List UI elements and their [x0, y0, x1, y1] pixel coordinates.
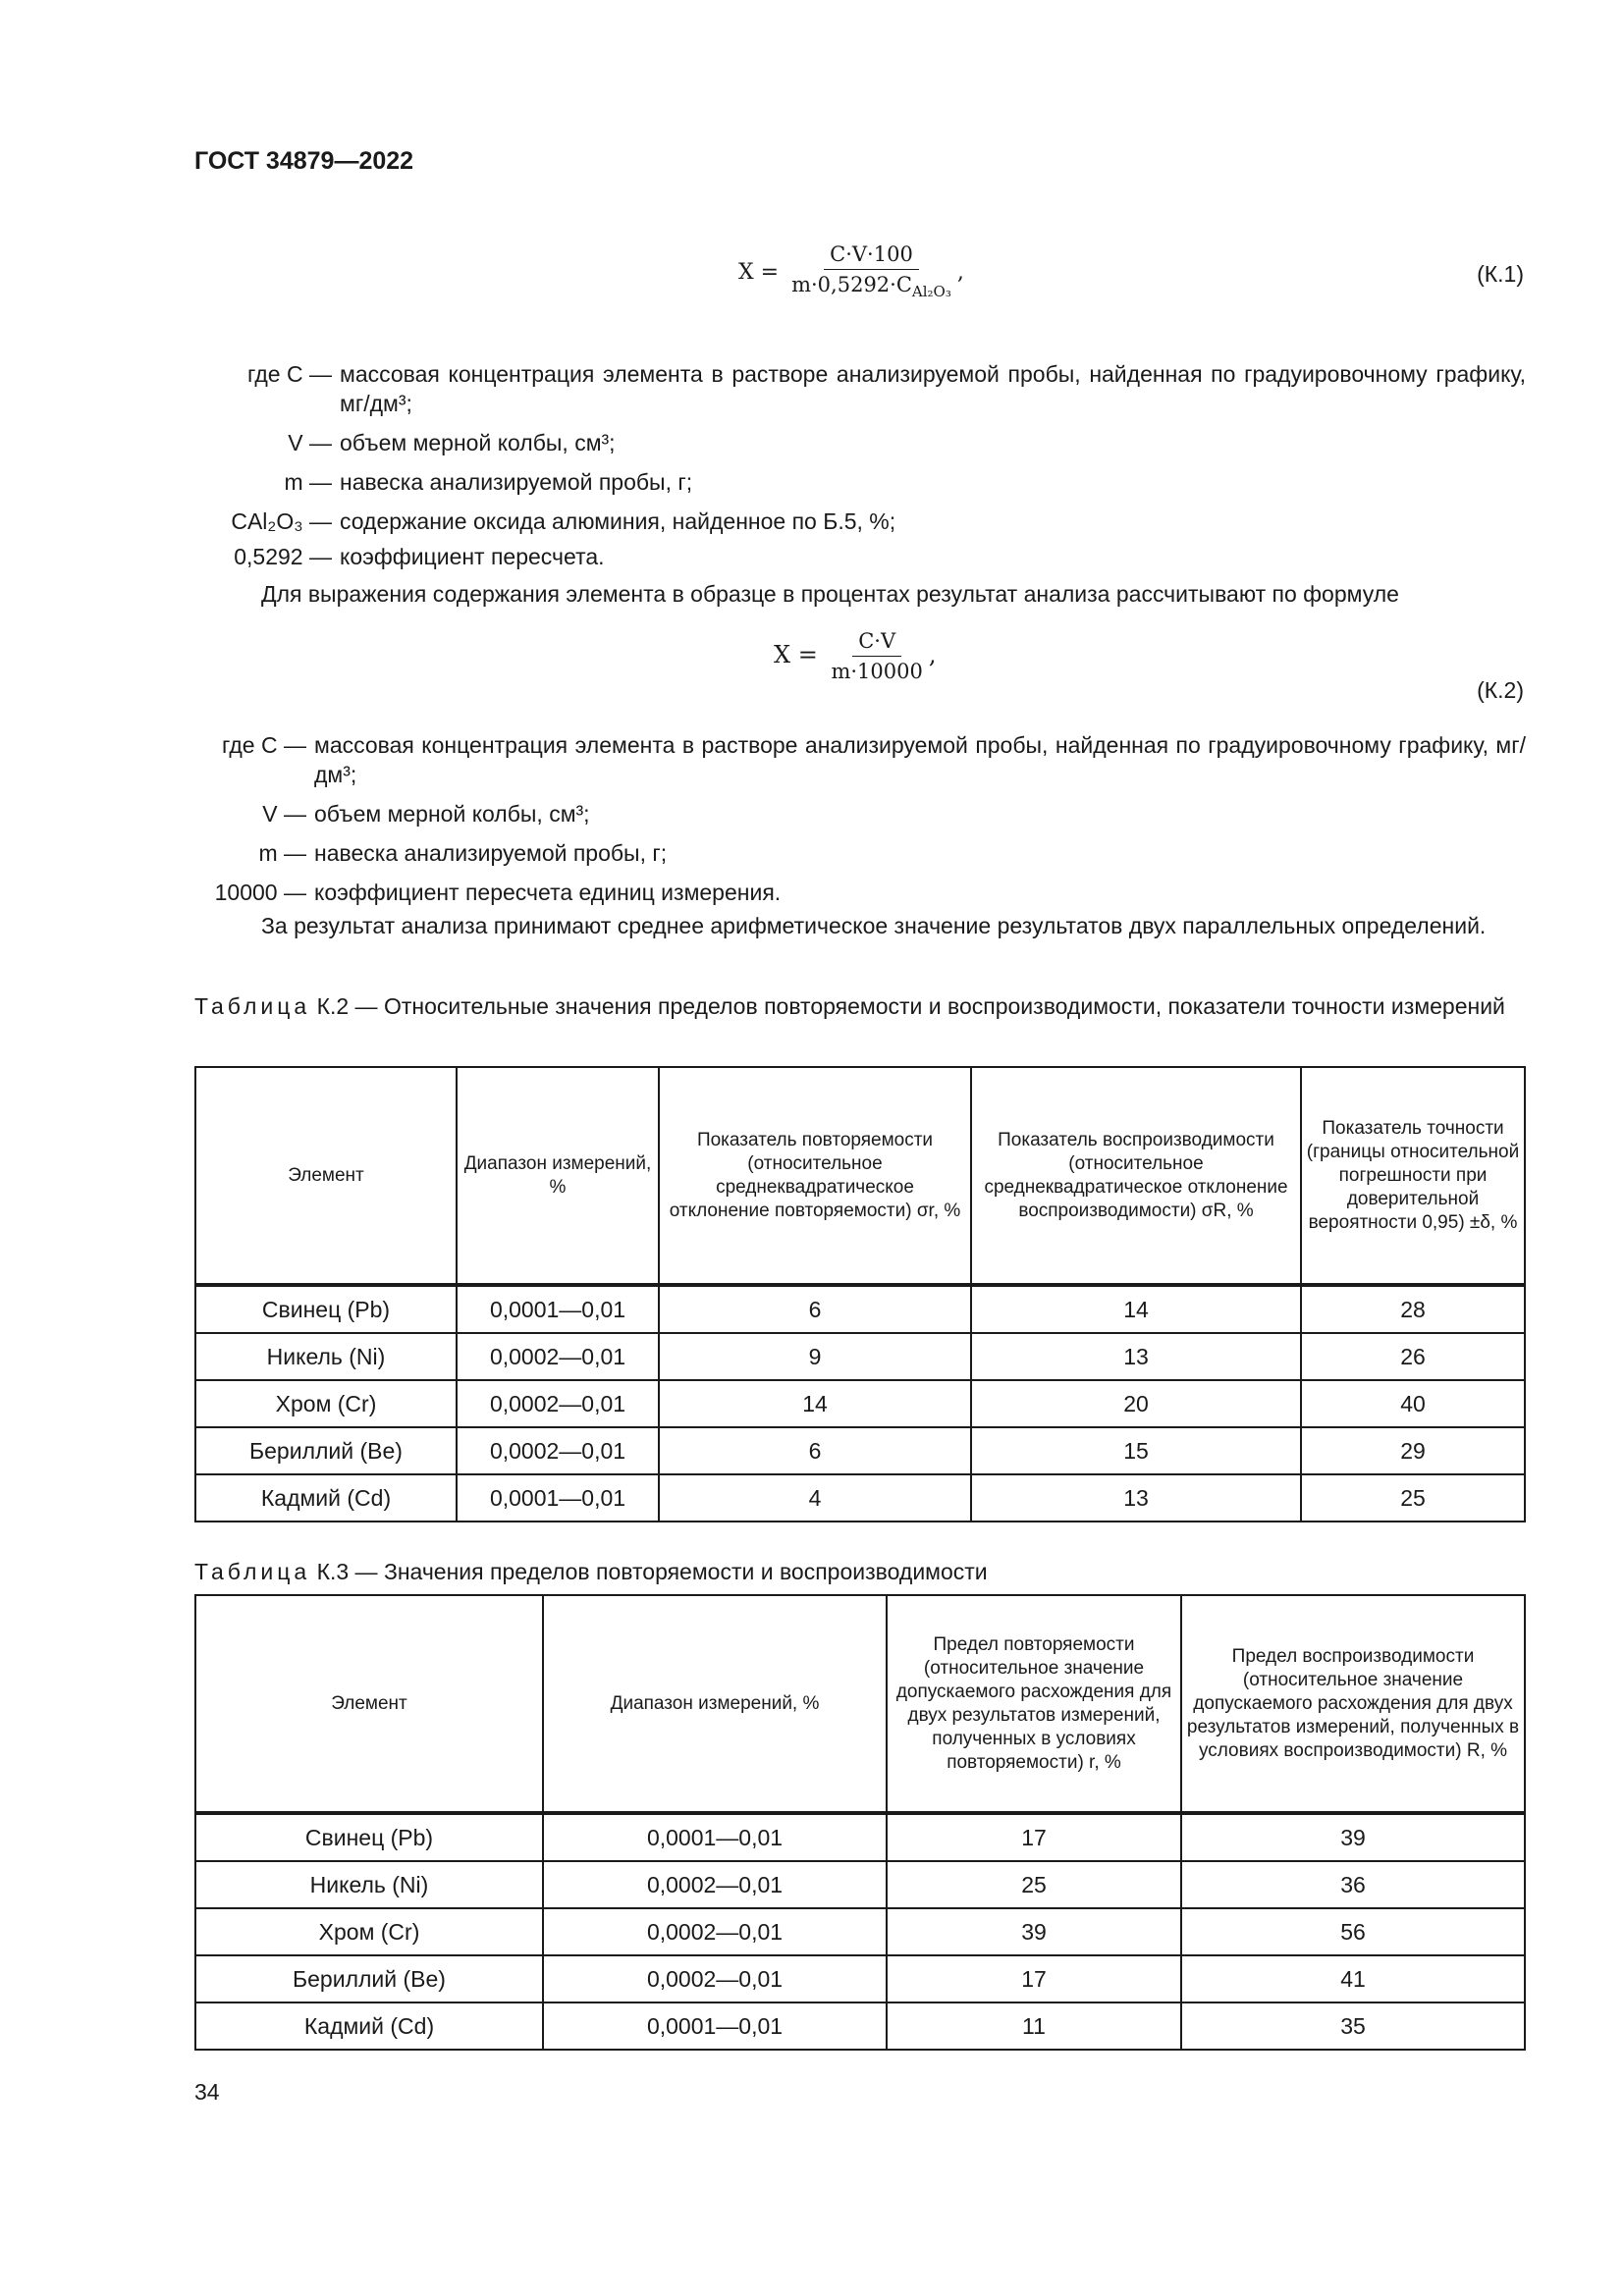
table-cell: 6 [659, 1427, 971, 1474]
table-row [195, 2002, 1525, 2050]
table-cell: 15 [971, 1427, 1301, 1474]
table-cell: 0,0002—0,01 [543, 1861, 887, 1908]
table-k2-caption-text: К.2 — Относительные значения пределов повторяемости и воспроизводимости, показатели точности измерений [316, 993, 1505, 1019]
definition-label: где C — [247, 361, 332, 387]
table-cell: 0,0002—0,01 [457, 1333, 659, 1380]
definition-text: массовая концентрация элемента в растворе анализируемой пробы, найденная по градуировочному графику, мг/дм³; [340, 361, 1526, 416]
formula-k2-lhs: X = [774, 641, 818, 668]
table-cell: Хром (Cr) [195, 1908, 543, 1955]
table-cell: Хром (Cr) [195, 1380, 457, 1427]
definition-text: навеска анализируемой пробы, г; [340, 469, 693, 495]
table-cell: Бериллий (Be) [195, 1955, 543, 2002]
table-row [195, 1427, 1525, 1474]
definition-text: объем мерной колбы, см³; [314, 801, 590, 827]
table-cell: Никель (Ni) [195, 1333, 457, 1380]
table-row [195, 1908, 1525, 1955]
table-k3 [194, 1594, 1526, 2051]
table-cell: 25 [1301, 1474, 1525, 1522]
formula-k2-fraction [825, 628, 928, 684]
table-row [195, 1861, 1525, 1908]
formula-k1-denominator [785, 270, 957, 304]
table-cell: 0,0001—0,01 [457, 1285, 659, 1333]
definition-row [194, 542, 1526, 571]
table-row [195, 1333, 1525, 1380]
table-k3-header-cell: Диапазон измерений, % [543, 1595, 887, 1813]
formula-k1-number: (К.1) [1477, 261, 1524, 287]
table-cell: 29 [1301, 1427, 1525, 1474]
formula-k1-lhs: X = [738, 260, 780, 286]
definition-label: где C — [222, 732, 306, 758]
table-cell: Свинец (Pb) [195, 1285, 457, 1333]
document-header: ГОСТ 34879—2022 [194, 147, 414, 175]
definition-row [194, 428, 1526, 457]
definition-label: m — [258, 840, 306, 866]
table-cell: 0,0002—0,01 [457, 1427, 659, 1474]
table-cell: 26 [1301, 1333, 1525, 1380]
table-k2-header-cell: Показатель повторяемости (относительное среднеквадратическое отклонение повторяемости) σr, % [659, 1067, 971, 1285]
table-cell: 20 [971, 1380, 1301, 1427]
definition-text: навеска анализируемой пробы, г; [314, 840, 668, 866]
definition-text: объем мерной колбы, см³; [340, 430, 616, 455]
table-k3-caption-text: К.3 — Значения пределов повторяемости и воспроизводимости [316, 1559, 988, 1584]
table-cell: 36 [1181, 1861, 1525, 1908]
definition-text: коэффициент пересчета. [340, 544, 605, 569]
table-cell: 25 [887, 1861, 1181, 1908]
formula-k1-fraction [785, 241, 957, 304]
table-cell: 4 [659, 1474, 971, 1522]
table-cell: 0,0002—0,01 [543, 1908, 887, 1955]
definition-row [194, 467, 1526, 497]
table-k2-header-cell: Показатель точности (границы относительной погрешности при доверительной вероятности 0,95) ±δ, % [1301, 1067, 1525, 1285]
definition-row [194, 507, 1526, 536]
formula-k1-numerator: C·V·100 [824, 241, 919, 270]
formula-k2 [774, 628, 937, 684]
definition-label: V — [288, 430, 332, 455]
table-cell: 13 [971, 1474, 1301, 1522]
formula-k1-trail: , [956, 260, 964, 286]
table-cell: Бериллий (Be) [195, 1427, 457, 1474]
table-cell: 28 [1301, 1285, 1525, 1333]
table-cell: 35 [1181, 2002, 1525, 2050]
table-k2-caption-word: Таблица [194, 993, 311, 1019]
formula-k1 [738, 241, 964, 304]
table-cell: 14 [971, 1285, 1301, 1333]
table-k3-header-cell: Предел повторяемости (относительное значение допускаемого расхождения для двух результатов измерений, полученных в условиях повторяемости) r, % [887, 1595, 1181, 1813]
table-k3-header-cell: Предел воспроизводимости (относительное значение допускаемого расхождения для двух результатов измерений, полученных в условиях воспроизводимости) R, % [1181, 1595, 1525, 1813]
definitions-k1 [194, 359, 1526, 571]
table-k2-header-cell: Показатель воспроизводимости (относительное среднеквадратическое отклонение воспроизводимости) σR, % [971, 1067, 1301, 1285]
table-cell: 17 [887, 1813, 1181, 1861]
formula-k1-denominator-subscript: Al₂O₃ [911, 283, 951, 301]
paragraph-result: За результат анализа принимают среднее арифметическое значение результатов двух параллельных определений. [261, 913, 1487, 938]
table-cell: 40 [1301, 1380, 1525, 1427]
table-cell: 39 [887, 1908, 1181, 1955]
definition-text: содержание оксида алюминия, найденное по Б.5, %; [340, 508, 896, 534]
table-cell: 41 [1181, 1955, 1525, 2002]
formula-k2-numerator: C·V [852, 628, 901, 657]
formula-k2-number: (К.2) [1477, 677, 1524, 703]
table-cell: 6 [659, 1285, 971, 1333]
table-cell: 39 [1181, 1813, 1525, 1861]
table-cell: 0,0002—0,01 [543, 1955, 887, 2002]
table-row [195, 1285, 1525, 1333]
table-k2 [194, 1066, 1526, 1522]
paragraph-formula-intro: Для выражения содержания элемента в образце в процентах результат анализа рассчитывают по формуле [261, 581, 1399, 607]
definition-label: 0,5292 — [234, 544, 332, 569]
table-cell: Свинец (Pb) [195, 1813, 543, 1861]
table-k2-header-cell: Элемент [195, 1067, 457, 1285]
table-row [195, 1380, 1525, 1427]
table-cell: 56 [1181, 1908, 1525, 1955]
table-cell: Никель (Ni) [195, 1861, 543, 1908]
table-cell: Кадмий (Cd) [195, 2002, 543, 2050]
definition-text: массовая концентрация элемента в растворе анализируемой пробы, найденная по градуировочному графику, мг/дм³; [314, 732, 1526, 787]
table-cell: 0,0002—0,01 [457, 1380, 659, 1427]
table-cell: 11 [887, 2002, 1181, 2050]
table-row [195, 1955, 1525, 2002]
table-cell: 0,0001—0,01 [543, 2002, 887, 2050]
table-row [195, 1813, 1525, 1861]
table-cell: 13 [971, 1333, 1301, 1380]
definition-label: V — [262, 801, 306, 827]
definition-row [194, 799, 1526, 828]
table-row [195, 1474, 1525, 1522]
table-k3-caption-word: Таблица [194, 1559, 311, 1584]
definition-label: m — [284, 469, 332, 495]
definition-row [194, 359, 1526, 418]
definition-row [194, 838, 1526, 868]
table-k3-header-cell: Элемент [195, 1595, 543, 1813]
table-cell: 9 [659, 1333, 971, 1380]
table-cell: 0,0001—0,01 [457, 1474, 659, 1522]
table-cell: 0,0001—0,01 [543, 1813, 887, 1861]
page-number: 34 [194, 2079, 220, 2105]
table-k2-header-cell: Диапазон измерений, % [457, 1067, 659, 1285]
definition-label: CAl₂O₃ — [231, 508, 332, 534]
definition-row [194, 878, 1526, 907]
definition-text: коэффициент пересчета единиц измерения. [314, 880, 782, 905]
table-k3-header-row [195, 1595, 1525, 1813]
formula-k2-denominator: m·10000 [831, 660, 923, 683]
definition-row [194, 730, 1526, 789]
table-cell: 14 [659, 1380, 971, 1427]
table-k2-header-row [195, 1067, 1525, 1285]
formula-k2-trail: , [928, 641, 937, 668]
formula-k1-denominator-main: m·0,5292·C [791, 273, 912, 296]
table-cell: 17 [887, 1955, 1181, 2002]
definition-label: 10000 — [214, 880, 306, 905]
definitions-k2 [194, 730, 1526, 907]
table-k2-caption [194, 991, 1526, 1021]
table-cell: Кадмий (Cd) [195, 1474, 457, 1522]
table-k3-caption [194, 1557, 1526, 1586]
